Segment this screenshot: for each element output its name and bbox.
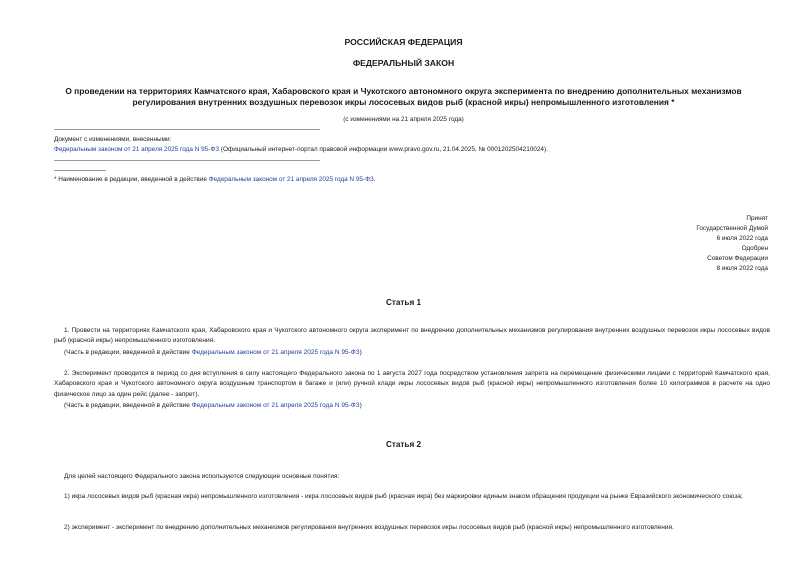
footnote-rule xyxy=(54,170,106,171)
article2-intro: Для целей настоящего Федерального закона используются следующие основные понятия: xyxy=(64,473,340,480)
article1-note2-prefix: (Часть в редакции, введенной в действие xyxy=(64,402,192,409)
change-box-bottom-rule xyxy=(54,160,320,161)
article2-definition1: 1) икра лососевых видов рыб (красная икра) непромышленного изготовления - икра лососевых видов рыб (красная икра) без маркировки единым знаком обращения продукции на рынке Евразийского экономического союза; xyxy=(64,493,743,500)
article1-part2: 2. Эксперимент проводится в период со дня вступления в силу настоящего Федерального закона по 1 августа 2027 года посредством установления запрета на перемещение физическими лицами с территорий Камчатского края, Хабаровского края и Чукотского автономного округа воздушным транспортом в багаже и (или) ручной клади икры лососевых видов рыб (красной икры) непромышленного изготовления более 10 килограммов в расчете на одно физическое лицо за один рейс (далее - запрет). xyxy=(54,370,770,398)
law-title-line2: регулирования внутренних воздушных перевозок икры лососевых видов рыб (красной икры) непромышленного изготовления * xyxy=(132,97,675,107)
adoption-line6: 8 июля 2022 года xyxy=(716,265,768,272)
article2-heading: Статья 2 xyxy=(385,440,422,449)
changes-note: (с изменениями на 21 апреля 2025 года) xyxy=(343,116,464,123)
footnote xyxy=(54,175,774,185)
adoption-line2: Государственной Думой xyxy=(696,225,768,232)
law-type-heading: ФЕДЕРАЛЬНЫЙ ЗАКОН xyxy=(352,58,455,68)
adoption-line4: Одобрен xyxy=(741,245,768,252)
article2-definition2: 2) эксперимент - эксперимент по внедрению дополнительных механизмов регулирования внутренних воздушных перевозок икры лососевых видов рыб (красной икры) непромышленного изготовления. xyxy=(64,524,674,531)
law-title-line1: О проведении на территориях Камчатского края, Хабаровского края и Чукотского автономного округа эксперимента по внедрению дополнительных механизмов xyxy=(65,86,742,96)
law-title xyxy=(40,86,767,108)
article1-heading: Статья 1 xyxy=(385,298,422,307)
article1-part1: 1. Провести на территориях Камчатского края, Хабаровского края и Чукотского автономного округа эксперимент по внедрению дополнительных механизмов регулирования внутренних воздушных перевозок икры лососевых видов рыб (красной икры) непромышленного изготовления. xyxy=(54,327,770,345)
article1-note1-suffix: ) xyxy=(359,349,362,356)
change-box-source xyxy=(54,145,774,155)
adoption-line5: Советом Федерации xyxy=(707,255,768,262)
adoption-block xyxy=(560,214,768,274)
adoption-line3: 6 июля 2022 года xyxy=(716,235,768,242)
federation-heading: РОССИЙСКАЯ ФЕДЕРАЦИЯ xyxy=(344,37,463,47)
change-box-top-rule xyxy=(54,129,320,130)
article1-part2-note xyxy=(64,401,764,411)
footnote-text: * Наименование в редакции, введенной в действие xyxy=(54,176,209,183)
article1-note2-link[interactable]: Федеральным законом от 21 апреля 2025 года N 95-ФЗ xyxy=(191,402,360,409)
article1-note2-suffix: ) xyxy=(359,402,362,409)
change-box-law-link[interactable]: Федеральным законом от 21 апреля 2025 года N 95-ФЗ xyxy=(54,146,220,153)
footnote-end: . xyxy=(373,176,376,183)
change-box-intro: Документ с изменениями, внесенными: xyxy=(54,136,172,143)
article1-part1-note xyxy=(64,348,764,358)
adoption-line1: Принят xyxy=(746,215,768,222)
footnote-law-link[interactable]: Федеральным законом от 21 апреля 2025 года N 95-ФЗ xyxy=(208,176,374,183)
article1-note1-link[interactable]: Федеральным законом от 21 апреля 2025 года N 95-ФЗ xyxy=(191,349,360,356)
article1-note1-prefix: (Часть в редакции, введенной в действие xyxy=(64,349,192,356)
change-box-source-text: (Официальный интернет-портал правовой информации www.pravo.gov.ru, 21.04.2025, № 0001202504210024). xyxy=(219,146,548,153)
